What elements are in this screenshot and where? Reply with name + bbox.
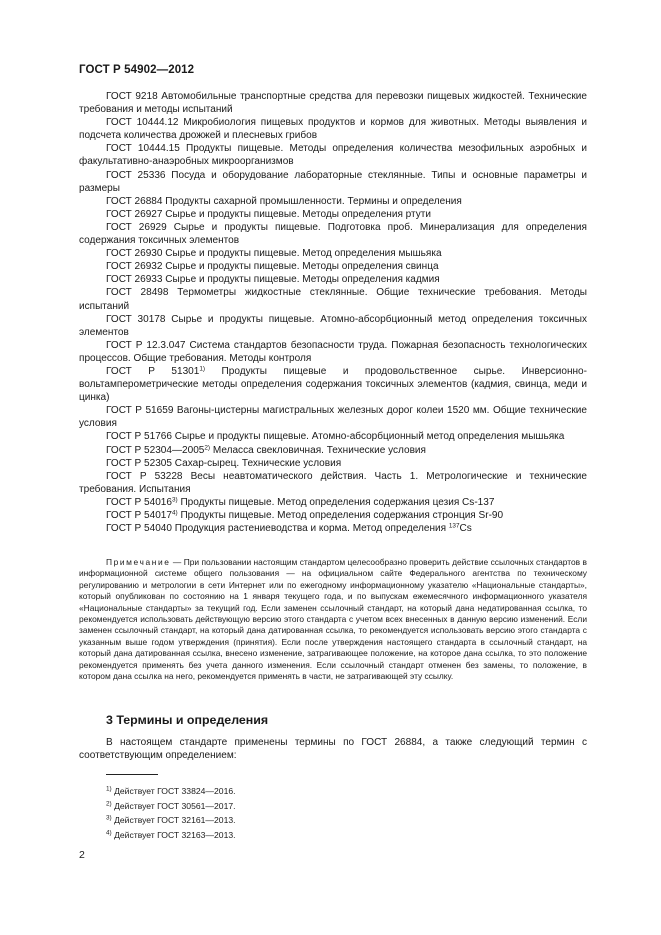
reference-item: ГОСТ Р 52305 Сахар-сырец. Технические условия xyxy=(106,457,342,469)
footnote-mark: 1) xyxy=(199,365,206,373)
note-text: — При пользовании настоящим стандартом целесообразно проверить действие ссылочных стандартов в информационной системе общего пользования — на официальном сайте Федерального агентства по техническому регулированию и метрологии в сети Интернет или по ежегодному информационному указателю «Национальные стандарты», который опубликован по состоянию на 1 января текущего года, и по выпускам ежемесячного информационного указателя «Национальные стандарты» за текущий год. Если заменен ссылочный стандарт, на который дана недатированная ссылка, то рекомендуется использовать действующую версию этого стандарта с учетом всех внесенных в данную версию изменений. Если заменен ссылочный стандарт, на который дана датированная ссылка, то рекомендуется использовать версию этого стандарта с указанным выше годом утверждения (принятия). Если после утверждения настоящего стандарта в ссылочный стандарт, на который дана датированная ссылка, внесено изменение, затрагивающее положение, на которое дана ссылка, то это положение рекомендуется применять без учета данного изменения. Если ссылочный стандарт отменен без замены, то положение, в котором дана ссылка на него, рекомендуется применять в части, не затрагивающей эту ссылку. xyxy=(79,557,587,682)
document-header: ГОСТ Р 54902—2012 xyxy=(79,64,195,76)
reference-item: ГОСТ 26930 Сырье и продукты пищевые. Метод определения мышьяка xyxy=(106,248,442,260)
reference-item: ГОСТ 26932 Сырье и продукты пищевые. Методы определения свинца xyxy=(106,261,439,273)
reference-item: ГОСТ 30178 Сырье и продукты пищевые. Атомно-абсорбционный метод определения токсичных элементов xyxy=(79,313,587,338)
reference-item: ГОСТ 28498 Термометры жидкостные стеклянные. Общие технические требования. Методы испытаний xyxy=(79,287,587,312)
footnote-mark: 2) xyxy=(106,800,112,808)
reference-item: ГОСТ Р 54040 Продукция растениеводства и корма. Метод определения $^{137}$Cs xyxy=(106,522,472,535)
footnotes-list xyxy=(106,784,236,842)
footnote-item: $^{1)}$ Действует ГОСТ 33824—2016. xyxy=(106,785,236,796)
page-number: 2 xyxy=(79,849,85,861)
reference-item: ГОСТ 26929 Сырье и продукты пищевые. Подготовка проб. Минерализация для определения содержания токсичных элементов xyxy=(79,221,587,247)
footnote-mark: 3) xyxy=(106,814,112,822)
footnote-mark: 1) xyxy=(106,785,112,793)
reference-item: ГОСТ Р 51766 Сырье и продукты пищевые. Атомно-абсорбционный метод определения мышьяка xyxy=(106,431,565,443)
footnote-mark: 4) xyxy=(171,509,178,517)
footnote-mark: 4) xyxy=(106,829,112,837)
reference-item: ГОСТ Р 53228 Весы неавтоматического действия. Часть 1. Метрологические и технические требования. Испытания xyxy=(79,470,587,495)
reference-item: ГОСТ 26884 Продукты сахарной промышленности. Термины и определения xyxy=(106,195,462,207)
isotope-superscript: 137 xyxy=(448,522,460,530)
section-title: 3 Термины и определения xyxy=(106,713,269,727)
reference-item: ГОСТ Р 12.3.047 Система стандартов безопасности труда. Пожарная безопасность технологических процессов. Общие требования. Методы контроля xyxy=(79,339,587,364)
footnote-mark: 2) xyxy=(204,444,211,452)
footnote-mark: 3) xyxy=(171,496,178,504)
footnote-item: $^{3)}$ Действует ГОСТ 32161—2013. xyxy=(106,814,236,826)
reference-item: ГОСТ 26933 Сырье и продукты пищевые. Методы определения кадмия xyxy=(106,274,440,286)
reference-item: ГОСТ 10444.12 Микробиология пищевых продуктов и кормов для животных. Методы выявления и подсчета количества дрожжей и плесневых грибов xyxy=(79,117,587,142)
footnote-item: $^{2)}$ Действует ГОСТ 30561—2017. xyxy=(106,800,236,811)
reference-item: ГОСТ 10444.15 Продукты пищевые. Методы определения количества мезофильных аэробных и факультативно-анаэробных микроорганизмов xyxy=(79,143,587,168)
reference-item: ГОСТ 9218 Автомобильные транспортные средства для перевозки пищевых жидкостей. Технические требования и методы испытаний xyxy=(79,91,587,116)
reference-item: ГОСТ Р 54017$^{4)}$ Продукты пищевые. Метод определения содержания стронция Sr-90 xyxy=(106,509,504,521)
reference-item: ГОСТ Р 51301$^{1)}$ Продукты пищевые и продовольственное сырье. Инверсионно-вольтамперометрические методы определения содержания токсичных элементов (кадмия, свинца, меди и цинка) xyxy=(79,365,587,404)
footnote-item: $^{4)}$ Действует ГОСТ 32163—2013. xyxy=(106,829,236,840)
reference-item: ГОСТ 26927 Сырье и продукты пищевые. Методы определения ртути xyxy=(106,208,432,220)
note-paragraph xyxy=(79,557,587,682)
reference-item: ГОСТ 25336 Посуда и оборудование лабораторные стеклянные. Типы и основные параметры и размеры xyxy=(79,169,587,194)
section-body: В настоящем стандарте применены термины по ГОСТ 26884, а также следующий термин с соответствующим определением: xyxy=(79,737,587,762)
note-label: Примечание xyxy=(106,557,171,567)
note-block xyxy=(79,557,587,682)
reference-item: ГОСТ Р 51659 Вагоны-цистерны магистральных железных дорог колеи 1520 мм. Общие технические условия xyxy=(79,405,587,430)
reference-item: ГОСТ Р 54016$^{3)}$ Продукты пищевые. Метод определения содержания цезия Cs-137 xyxy=(106,496,495,508)
reference-item: ГОСТ Р 52304—2005$^{2)}$ Меласса свекловичная. Технические условия xyxy=(106,444,426,456)
footnote-separator xyxy=(106,774,158,775)
normative-references-list xyxy=(79,90,587,535)
